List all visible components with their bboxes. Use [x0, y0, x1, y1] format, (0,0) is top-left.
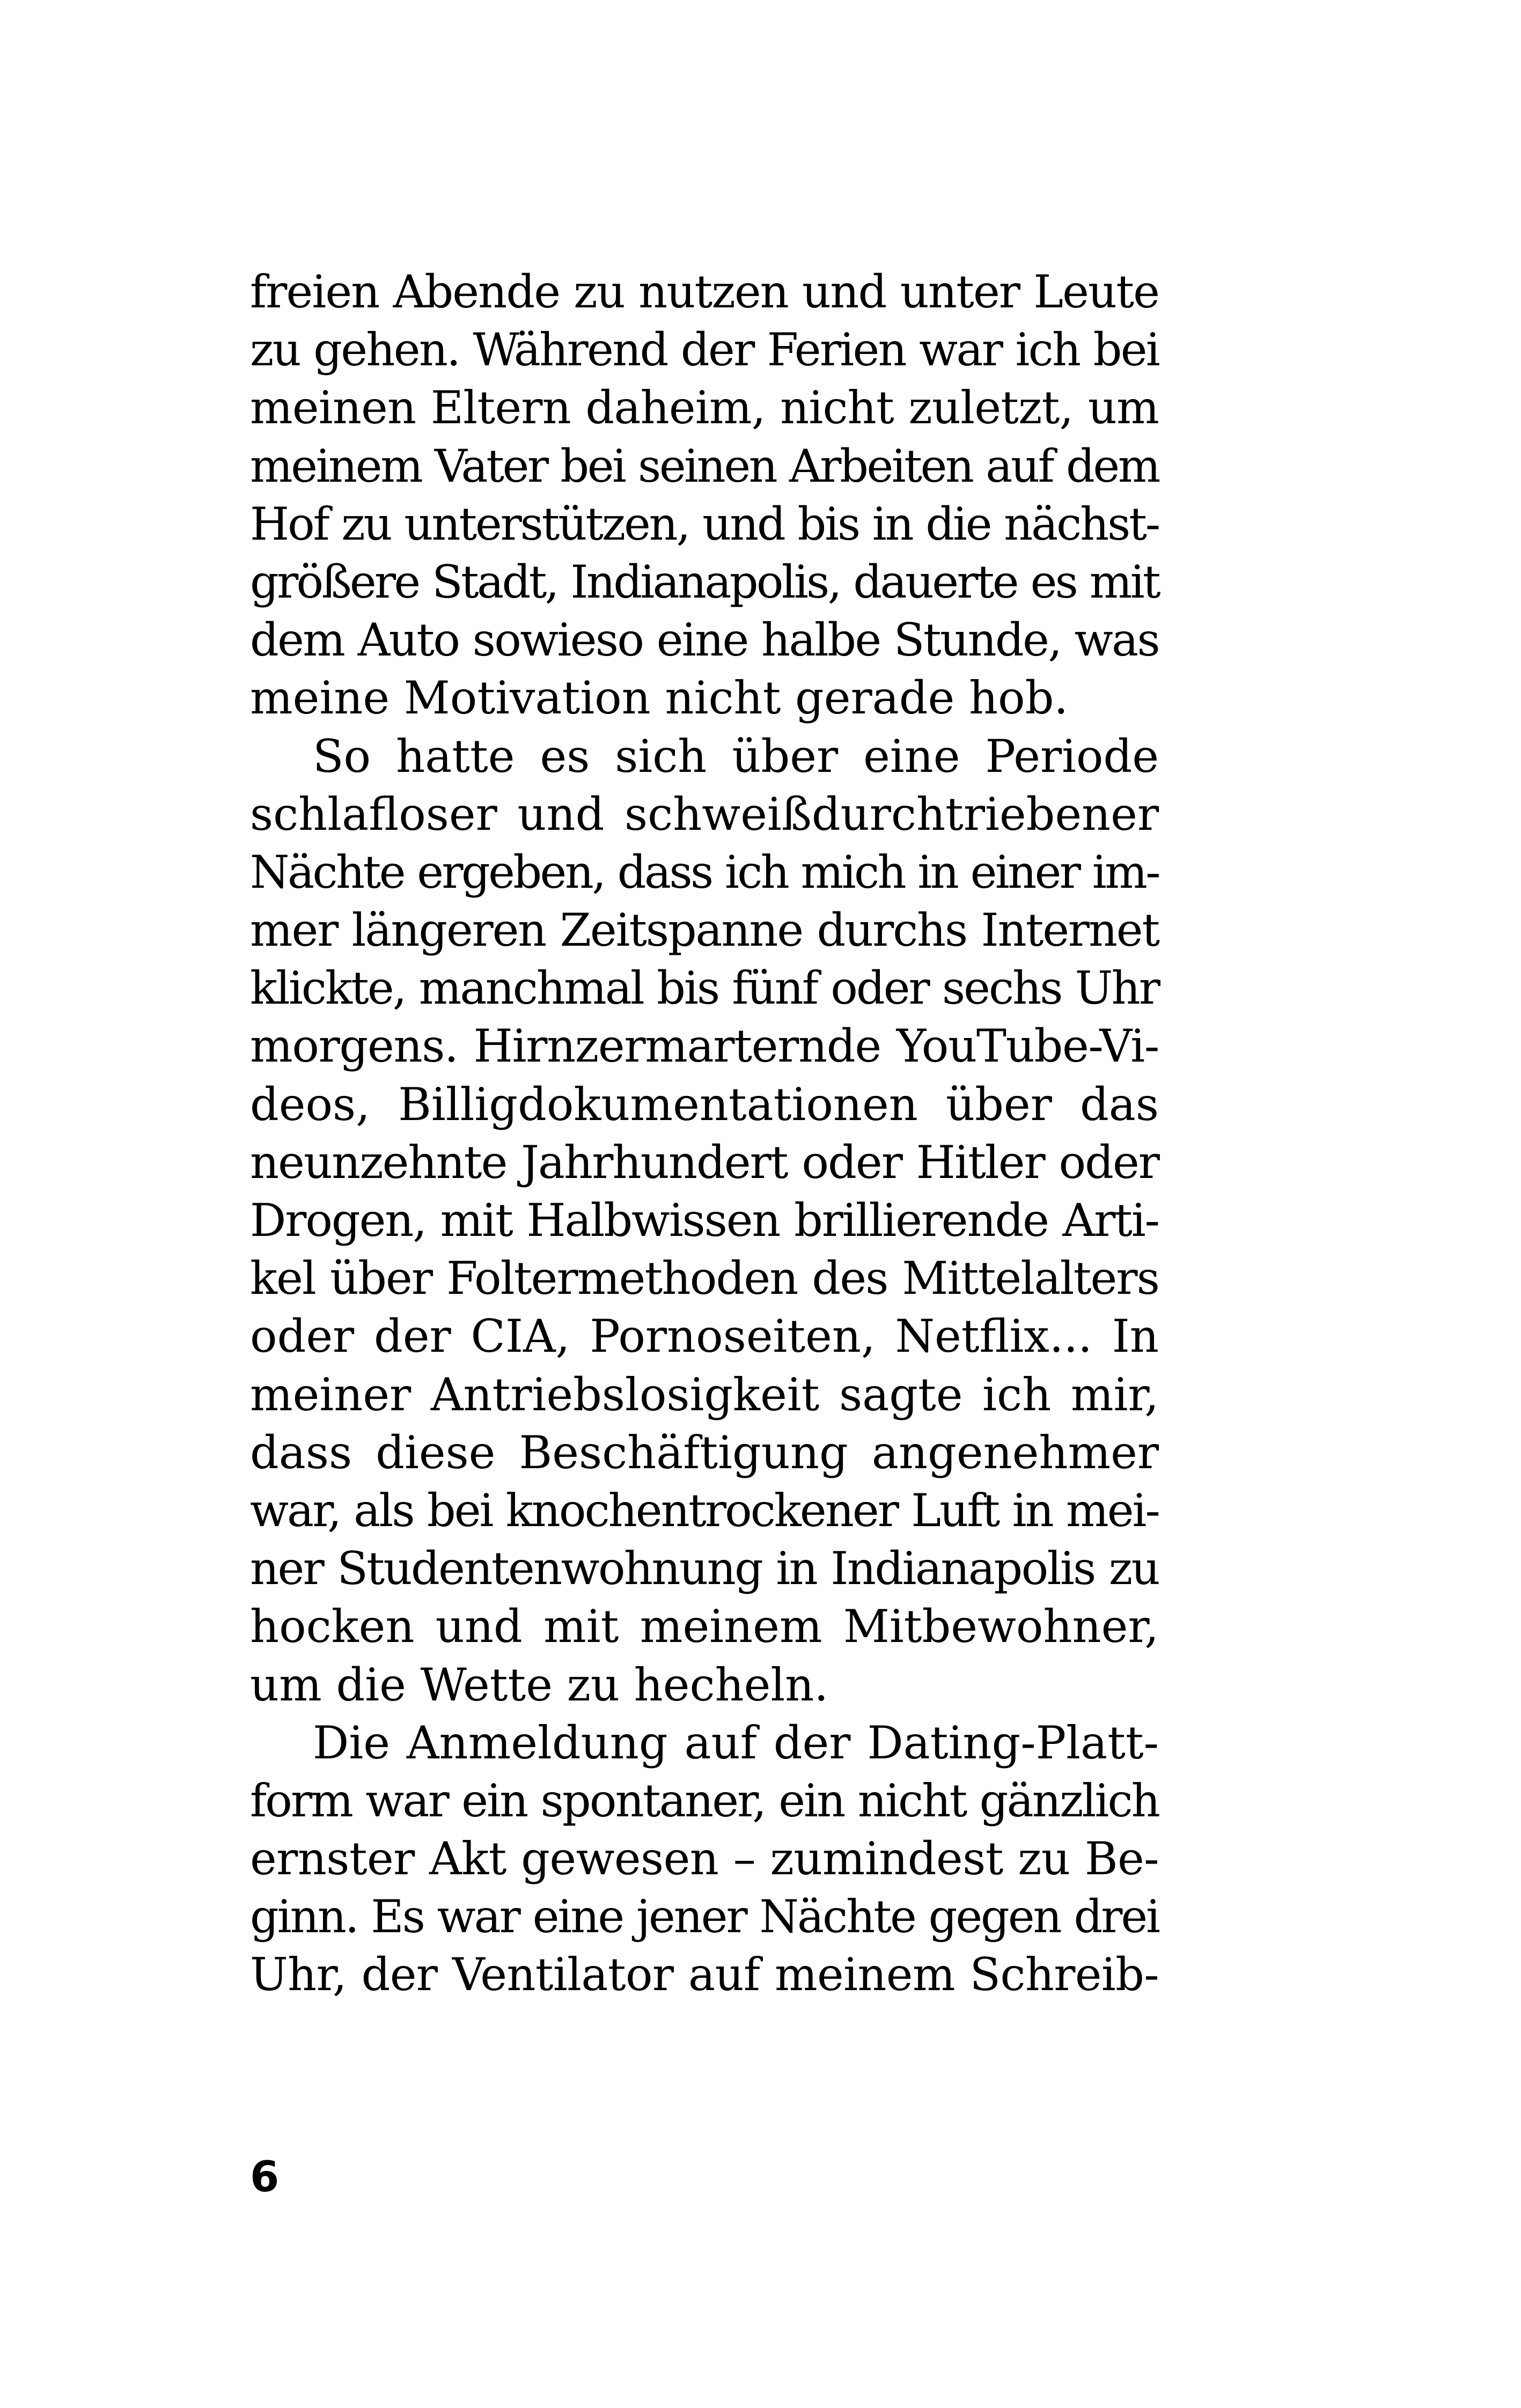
text-line: ernster Akt gewesen – zumindest zu Be-	[250, 1832, 1159, 1886]
page-number: 6	[250, 2153, 280, 2201]
text-line: klickte, manchmal bis fünf oder sechs Uhr	[250, 962, 1159, 1015]
paragraph-2	[250, 727, 1159, 1714]
text-line: hocken und mit meinem Mitbewohner,	[250, 1600, 1159, 1653]
text-line: schlafloser und schweißdurchtriebener	[250, 787, 1159, 841]
text-line: freien Abende zu nutzen und unter Leute	[250, 266, 1159, 318]
paragraph-3	[250, 1714, 1159, 2004]
text-line: oder der CIA, Pornoseiten, Netflix... In	[250, 1310, 1159, 1363]
paragraph-1	[250, 263, 1159, 727]
text-line: neunzehnte Jahrhundert oder Hitler oder	[250, 1136, 1159, 1189]
text-line: Hof zu unterstützen, und bis in die nächst-	[250, 497, 1159, 550]
text-line: morgens. Hirnzermarternde YouTube-Vi-	[250, 1020, 1159, 1073]
text-line: meine Motivation nicht gerade hob.	[250, 672, 1069, 725]
text-line: größere Stadt, Indianapolis, dauerte es mit	[250, 555, 1159, 608]
text-line: mer längeren Zeitspanne durchs Internet	[250, 904, 1159, 957]
text-line: dass diese Beschäftigung angenehmer	[250, 1426, 1159, 1479]
text-line: meinen Eltern daheim, nicht zuletzt, um	[250, 381, 1159, 435]
text-line: deos, Billigdokumentationen über das	[250, 1078, 1159, 1131]
text-line: Uhr, der Ventilator auf meinem Schreib-	[250, 1948, 1159, 2001]
text-line: zu gehen. Während der Ferien war ich bei	[250, 323, 1159, 377]
text-line: meiner Antriebslosigkeit sagte ich mir,	[250, 1368, 1159, 1421]
text-line: meinem Vater bei seinen Arbeiten auf dem	[250, 439, 1159, 492]
text-line: um die Wette zu hecheln.	[250, 1658, 829, 1711]
text-line: Nächte ergeben, dass ich mich in einer im-	[250, 845, 1159, 899]
text-line: Drogen, mit Halbwissen brillierende Arti-	[250, 1194, 1159, 1247]
body-text	[250, 263, 1159, 2004]
text-line: Die Anmeldung auf der Dating-Platt-	[313, 1716, 1159, 1769]
text-line: ner Studentenwohnung in Indianapolis zu	[250, 1542, 1159, 1595]
text-line: kel über Foltermethoden des Mittelalters	[250, 1252, 1159, 1305]
text-line: ginn. Es war eine jener Nächte gegen drei	[250, 1890, 1159, 1943]
text-line: So hatte es sich über eine Periode	[313, 730, 1159, 783]
text-line: form war ein spontaner, ein nicht gänzlich	[250, 1774, 1159, 1827]
text-line: war, als bei knochentrockener Luft in mei-	[250, 1484, 1159, 1537]
text-line: dem Auto sowieso eine halbe Stunde, was	[250, 614, 1159, 667]
